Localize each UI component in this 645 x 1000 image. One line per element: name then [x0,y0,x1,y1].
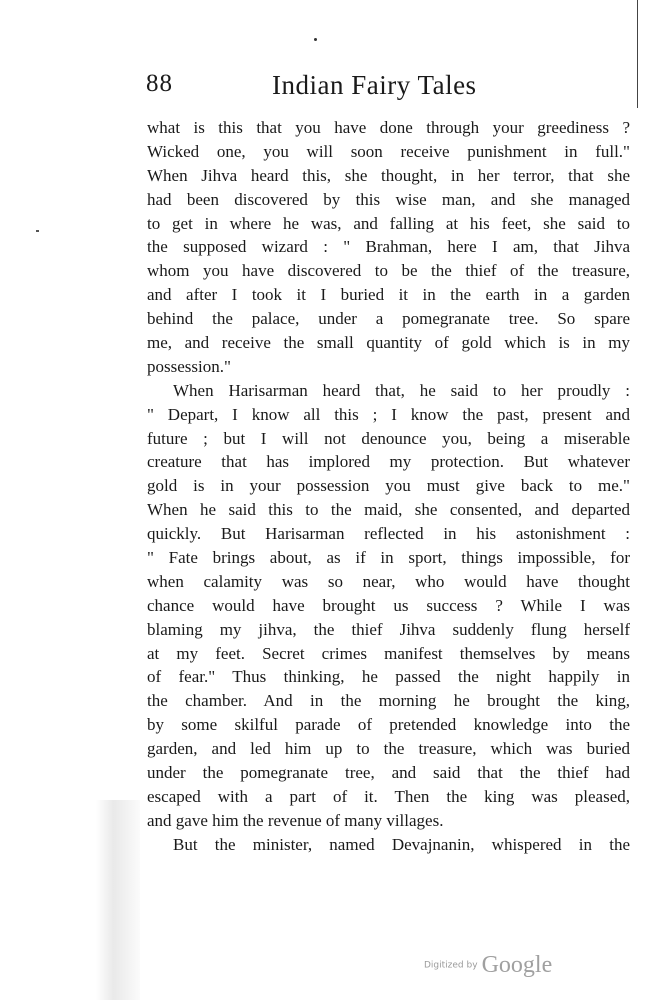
text-line: quickly. But Harisarman reflected in his astonishment : [147,524,630,544]
text-line: me, and receive the small quantity of gold which is in my [147,333,630,353]
text-line: when calamity was so near, who would have thought [147,571,630,591]
running-title: Indian Fairy Tales [272,70,477,100]
digitized-watermark [424,952,552,979]
text-line: possession." [147,356,231,376]
text-line: escaped with a part of it. Then the king was pleased, [147,786,630,806]
text-line: gold is in your possession you must give back to me." [147,476,630,496]
page-edge-line [637,0,638,108]
text-line: whom you have discovered to be the thief of the treasure, [147,261,630,281]
text-line: had been discovered by this wise man, and she managed [147,189,630,209]
text-line: Wicked one, you will soon receive punishment in full." [147,141,630,161]
text-line: to get in where he was, and falling at his feet, she said to [147,213,630,233]
text-line: behind the palace, under a pomegranate tree. So spare [147,309,630,329]
scan-mark [36,230,39,232]
text-line: and after I took it I buried it in the earth in a garden [147,285,630,305]
text-line: " Depart, I know all this ; I know the past, present and [147,404,630,424]
body-text [147,116,630,857]
text-line: When he said this to the maid, she consented, and departed [147,500,630,520]
text-line: garden, and led him up to the treasure, which was buried [147,739,630,759]
text-line: the supposed wizard : " Brahman, here I am, that Jihva [147,237,630,257]
google-logo: Google [481,952,553,978]
page-number: 88 [146,70,173,97]
text-line: what is this that you have done through your greediness ? [147,118,630,137]
scan-speck [314,38,317,41]
scan-shadow [96,800,140,1000]
text-line: " Fate brings about, as if in sport, things impossible, for [147,548,630,568]
text-line: the chamber. And in the morning he brought the king, [147,691,630,711]
text-line: But the minister, named Devajnanin, whispered in the [173,834,630,854]
watermark-prefix: Digitized by [424,960,478,971]
text-line: future ; but I will not denounce you, being a miserable [147,428,630,448]
text-line: at my feet. Secret crimes manifest themselves by means [147,643,630,663]
text-line: by some skilful parade of pretended knowledge into the [147,715,630,735]
page-header [146,70,503,110]
text-line: under the pomegranate tree, and said that the thief had [147,763,630,783]
text-line: chance would have brought us success ? While I was [147,595,630,615]
text-line: and gave him the revenue of many villages. [147,810,444,830]
text-line: of fear." Thus thinking, he passed the night happily in [147,667,630,687]
text-line: When Jihva heard this, she thought, in her terror, that she [147,165,630,185]
text-line: blaming my jihva, the thief Jihva suddenly flung herself [147,619,630,639]
text-line: When Harisarman heard that, he said to her proudly : [173,380,630,400]
text-line: creature that has implored my protection. But whatever [147,452,630,472]
